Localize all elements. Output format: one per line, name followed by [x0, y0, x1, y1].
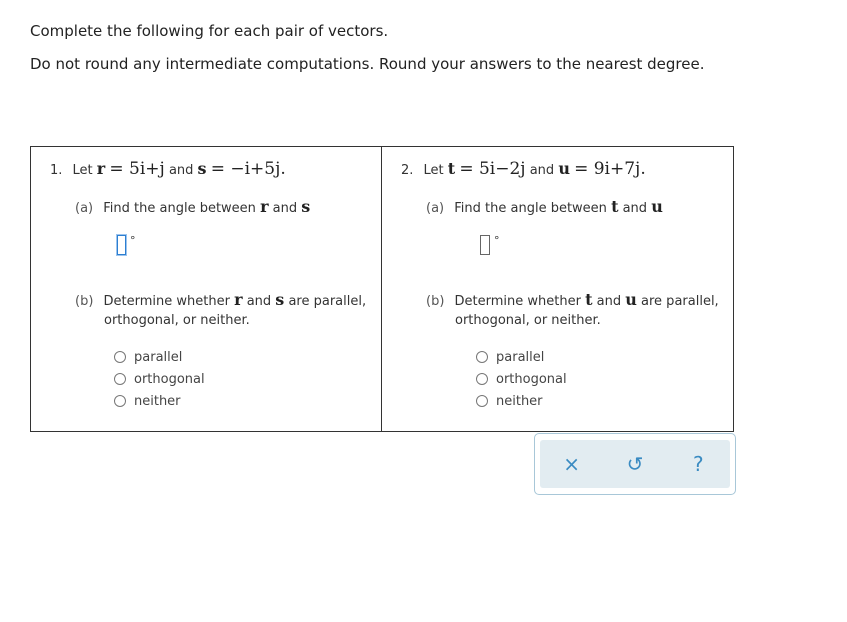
problem-1: [31, 147, 382, 431]
option-label: orthogonal: [134, 371, 205, 387]
vector-t: t: [585, 290, 593, 309]
problem-1-part-b: [75, 290, 375, 330]
instruction-line-1: Complete the following for each pair of vectors.: [30, 22, 389, 40]
and-text: and: [272, 201, 298, 216]
vector-u-expression: = 9i+7j.: [574, 159, 646, 179]
problem-number: 2.: [401, 163, 414, 178]
vector-r: r: [260, 197, 269, 216]
clear-icon[interactable]: ×: [563, 452, 581, 476]
vector-r-expression: = 5i+j: [109, 159, 165, 179]
option-label: neither: [134, 393, 181, 409]
option-label: orthogonal: [496, 371, 567, 387]
relationship-options-1: [114, 346, 205, 412]
problem-1-statement: [50, 159, 286, 179]
part-a-text: Find the angle between: [454, 201, 607, 216]
radio-button[interactable]: [476, 395, 488, 407]
angle-input-2[interactable]: [480, 235, 490, 255]
option-label: neither: [496, 393, 543, 409]
problem-2-part-b: [426, 290, 726, 330]
angle-answer-1: [117, 235, 136, 255]
degree-symbol: °: [130, 234, 136, 247]
radio-button[interactable]: [476, 351, 488, 363]
vector-s: s: [275, 290, 285, 309]
part-a-label: (a): [426, 201, 445, 216]
vector-t: t: [447, 159, 456, 178]
option-orthogonal[interactable]: [476, 368, 567, 390]
radio-button[interactable]: [114, 395, 126, 407]
part-b-text: Determine whether: [454, 294, 581, 309]
vector-s: s: [301, 197, 311, 216]
vector-t-expression: = 5i−2j: [459, 159, 526, 179]
vector-u: u: [558, 159, 570, 178]
option-orthogonal[interactable]: [114, 368, 205, 390]
part-b-label: (b): [75, 294, 94, 309]
let-text: Let: [72, 163, 93, 178]
vector-s: s: [197, 159, 207, 178]
part-a-text: Find the angle between: [103, 201, 256, 216]
problems-table: [30, 146, 734, 432]
option-neither[interactable]: [114, 390, 205, 412]
radio-button[interactable]: [114, 351, 126, 363]
and-text: and: [529, 163, 555, 178]
part-b-text-3: orthogonal, or neither.: [455, 313, 601, 328]
undo-icon[interactable]: ↺: [626, 452, 644, 476]
part-b-text-3: orthogonal, or neither.: [104, 313, 250, 328]
problem-number: 1.: [50, 163, 63, 178]
radio-button[interactable]: [476, 373, 488, 385]
degree-symbol: °: [494, 234, 500, 247]
part-b-text: Determine whether: [103, 294, 230, 309]
toolbar-buttons: [540, 440, 730, 488]
relationship-options-2: [476, 346, 567, 412]
vector-r: r: [96, 159, 106, 178]
answer-toolbar: [534, 433, 736, 495]
problem-2: [382, 147, 733, 431]
help-icon[interactable]: ?: [693, 452, 704, 476]
part-b-text-2: are parallel,: [641, 294, 719, 309]
part-b-text-2: are parallel,: [288, 294, 367, 309]
and-text: and: [246, 294, 272, 309]
problem-2-statement: [401, 159, 646, 179]
let-text: Let: [423, 163, 444, 178]
angle-answer-2: [480, 235, 500, 255]
vector-u: u: [625, 290, 637, 309]
option-label: parallel: [134, 349, 183, 365]
option-neither[interactable]: [476, 390, 567, 412]
and-text: and: [622, 201, 648, 216]
vector-t: t: [611, 197, 619, 216]
vector-s-expression: = −i+5j.: [210, 159, 286, 179]
option-parallel[interactable]: [114, 346, 205, 368]
option-parallel[interactable]: [476, 346, 567, 368]
part-b-label: (b): [426, 294, 445, 309]
angle-input-1[interactable]: [117, 235, 126, 255]
problem-1-part-a: [75, 197, 310, 216]
option-label: parallel: [496, 349, 545, 365]
part-a-label: (a): [75, 201, 94, 216]
instruction-line-2: Do not round any intermediate computations. Round your answers to the nearest degree.: [30, 55, 705, 73]
and-text: and: [596, 294, 622, 309]
problem-2-part-a: [426, 197, 663, 216]
and-text: and: [168, 163, 194, 178]
radio-button[interactable]: [114, 373, 126, 385]
vector-r: r: [234, 290, 243, 309]
vector-u: u: [651, 197, 663, 216]
